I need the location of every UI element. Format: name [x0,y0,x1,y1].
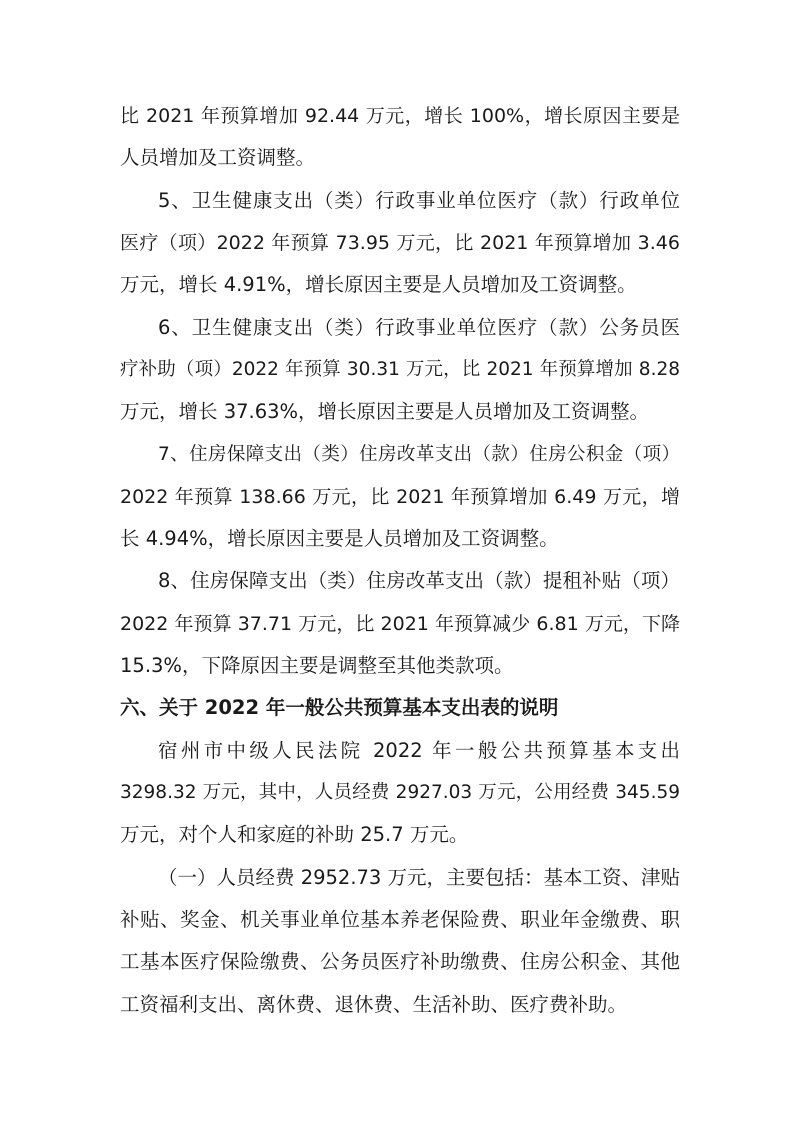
paragraph-line: 工资福利支出、离休费、退休费、生活补助、医疗费补助。 [120,993,628,1016]
paragraph-line: 3298.32 万元，其中，人员经费 2927.03 万元，公用经费 345.59 [120,782,680,803]
paragraph-line: 医疗（项）2022 年预算 73.95 万元，比 2021 年预算增加 3.46 [120,232,680,254]
paragraph-line: 补贴、奖金、机关事业单位基本养老保险费、职业年金缴费、职 [120,908,680,931]
paragraph-line: 工基本医疗保险缴费、公务员医疗补助缴费、住房公积金、其他 [120,950,680,973]
paragraph-line: 万元，增长 4.91%，增长原因主要是人员增加及工资调整。 [120,273,637,296]
paragraph-line: 长 4.94%，增长原因主要是人员增加及工资调整。 [120,527,559,550]
paragraph-line: 疗补助（项）2022 年预算 30.31 万元，比 2021 年预算增加 8.28 [120,359,680,380]
paragraph-line: 比 2021 年预算增加 92.44 万元，增长 100%，增长原因主要是 [120,105,680,127]
paragraph-line: 15.3%，下降原因主要是调整至其他类款项。 [120,654,514,677]
paragraph-line: 万元，增长 37.63%，增长原因主要是人员增加及工资调整。 [120,400,650,423]
paragraph-line: 8、住房保障支出（类）住房改革支出（款）提租补贴（项） [158,569,680,592]
paragraph-line: 6、卫生健康支出（类）行政事业单位医疗（款）公务员医 [158,316,680,339]
paragraph-line: 7、住房保障支出（类）住房改革支出（款）住房公积金（项） [158,444,680,465]
section-heading: 六、关于 2022 年一般公共预算基本支出表的说明 [120,696,559,719]
paragraph-line: 万元，对个人和家庭的补助 25.7 万元。 [120,823,469,846]
paragraph-line: 宿州市中级人民法院 2022 年一般公共预算基本支出 [158,739,680,762]
paragraph-line: （一）人员经费 2952.73 万元，主要包括：基本工资、津贴 [158,866,680,889]
paragraph-line: 2022 年预算 138.66 万元，比 2021 年预算增加 6.49 万元，增 [120,486,680,508]
paragraph-line: 5、卫生健康支出（类）行政事业单位医疗（款）行政单位 [158,189,680,212]
paragraph-line: 2022 年预算 37.71 万元，比 2021 年预算减少 6.81 万元，下降 [120,613,680,635]
paragraph-line: 人员增加及工资调整。 [120,146,316,169]
